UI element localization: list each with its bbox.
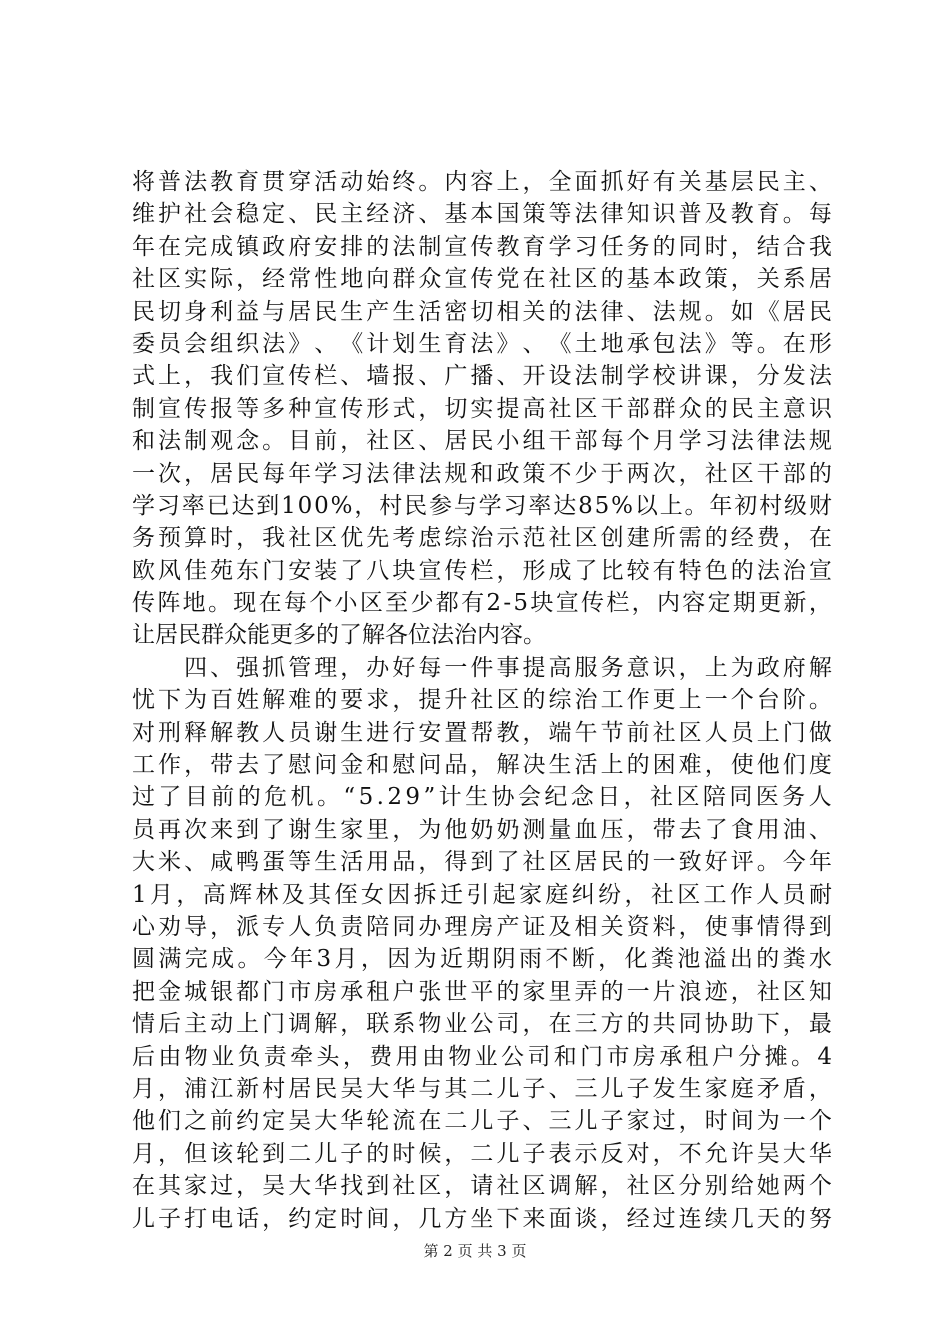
text-line: 维 护 社 会 稳 定 、 民 主 经 济 、 基 本 国 策 等 法 律 知 识 普 及 教 育 。 每	[132, 201, 832, 228]
text-line: 四 、 强 抓 管 理 ， 办 好 每 一 件 事 提 高 服 务 意 识 ， 上 为 政 府 解	[184, 654, 832, 681]
text-line: 儿 子 打 电 话 ， 约 定 时 间 ， 几 方 坐 下 来 面 谈 ， 经 过 连 续 几 天 的 努	[132, 1205, 832, 1232]
text-line: 月 ， 但 该 轮 到 二 儿 子 的 时 候 ， 二 儿 子 表 示 反 对 ， 不 允 许 吴 大 华	[132, 1140, 832, 1167]
text-line: 社 区 实 际 ， 经 常 性 地 向 群 众 宣 传 党 在 社 区 的 基 本 政 策 ， 关 系 居	[132, 266, 832, 293]
text-line: 制 宣 传 报 等 多 种 宣 传 形 式 ， 切 实 提 高 社 区 干 部 群 众 的 民 主 意 识	[132, 395, 832, 422]
text-line: 他 们 之 前 约 定 吴 大 华 轮 流 在 二 儿 子 、 三 儿 子 家 过 ， 时 间 为 一 个	[132, 1108, 832, 1135]
text-line: 情 后 主 动 上 门 调 解 ， 联 系 物 业 公 司 ， 在 三 方 的 共 同 协 助 下 ， 最	[132, 1011, 832, 1038]
text-line: 1 月 ， 高 辉 林 及 其 侄 女 因 拆 迁 引 起 家 庭 纠 纷 ， 社 区 工 作 人 员 耐	[132, 881, 832, 908]
text-line: 民 切 身 利 益 与 居 民 生 产 生 活 密 切 相 关 的 法 律 、 法 规 。 如 《 居 民	[132, 298, 832, 325]
text-line: 月 ， 浦 江 新 村 居 民 吴 大 华 与 其 二 儿 子 、 三 儿 子 发 生 家 庭 矛 盾 ，	[132, 1075, 832, 1102]
text-line: 年 在 完 成 镇 政 府 安 排 的 法 制 宣 传 教 育 学 习 任 务 的 同 时 ， 结 合 我	[132, 233, 832, 260]
text-line: 心 劝 导 ， 派 专 人 负 责 陪 同 办 理 房 产 证 及 相 关 资 料 ， 使 事 情 得 到	[132, 913, 832, 940]
text-line: 大 米 、 咸 鸭 蛋 等 生 活 用 品 ， 得 到 了 社 区 居 民 的 一 致 好 评 。 今 年	[132, 849, 832, 876]
text-line: 欧 风 佳 苑 东 门 安 装 了 八 块 宣 传 栏 ， 形 成 了 比 较 有 特 色 的 法 治 宣	[132, 557, 832, 584]
text-line: 将 普 法 教 育 贯 穿 活 动 始 终 。 内 容 上 ， 全 面 抓 好 有 关 基 层 民 主 、	[132, 169, 832, 195]
text-line: 式 上 ， 我 们 宣 传 栏 、 墙 报 、 广 播 、 开 设 法 制 学 校 讲 课 ， 分 发 法	[132, 363, 832, 390]
text-line: 一 次 ， 居 民 每 年 学 习 法 律 法 规 和 政 策 不 少 于 两 次 ， 社 区 干 部 的	[132, 460, 832, 487]
text-line: 让居民群众能更多的了解各位法治内容。	[132, 622, 546, 649]
text-line: 委 员 会 组 织 法 》 、 《 计 划 生 育 法 》 、 《 土 地 承 包 法 》 等 。 在 形	[132, 330, 832, 357]
text-line: 工 作 ， 带 去 了 慰 问 金 和 慰 问 品 ， 解 决 生 活 上 的 困 难 ， 使 他 们 度	[132, 752, 832, 779]
text-line: 员 再 次 来 到 了 谢 生 家 里 ， 为 他 奶 奶 测 量 血 压 ， 带 去 了 食 用 油 、	[132, 816, 832, 843]
text-line: 和 法 制 观 念 。 目 前 ， 社 区 、 居 民 小 组 干 部 每 个 月 学 习 法 律 法 规	[132, 428, 832, 455]
text-line: 传 阵 地 。 现 在 每 个 小 区 至 少 都 有 2 - 5 块 宣 传 栏 ， 内 容 定 期 更 新 ，	[132, 590, 832, 617]
text-line: 对 刑 释 解 教 人 员 谢 生 进 行 安 置 帮 教 ， 端 午 节 前 社 区 人 员 上 门 做	[132, 719, 832, 746]
text-line: 后 由 物 业 负 责 牵 头 ， 费 用 由 物 业 公 司 和 门 市 房 承 租 户 分 摊 。 4	[132, 1043, 832, 1070]
text-line: 把 金 城 银 都 门 市 房 承 租 户 张 世 平 的 家 里 弄 的 一 片 浪 迹 ， 社 区 知	[132, 978, 832, 1005]
text-line: 过 了 目 前 的 危 机 。 “ 5 . 2 9 ” 计 生 协 会 纪 念 日 ， 社 区 陪 同 医 务 人	[132, 784, 832, 811]
text-line: 务 预 算 时 ， 我 社 区 优 先 考 虑 综 治 示 范 社 区 创 建 所 需 的 经 费 ， 在	[132, 525, 832, 552]
text-line: 圆 满 完 成 。 今 年 3 月 ， 因 为 近 期 阴 雨 不 断 ， 化 粪 池 溢 出 的 粪 水	[132, 946, 832, 973]
text-line: 学 习 率 已 达 到 1 0 0 % ， 村 民 参 与 学 习 率 达 8 5 % 以 上 。 年 初 村 级 财	[132, 492, 832, 519]
text-line: 在 其 家 过 ， 吴 大 华 找 到 社 区 ， 请 社 区 调 解 ， 社 区 分 别 给 她 两 个	[132, 1173, 832, 1200]
page-footer: 第 2 页 共 3 页	[423, 1242, 527, 1260]
text-line: 忧 下 为 百 姓 解 难 的 要 求 ， 提 升 社 区 的 综 治 工 作 更 上 一 个 台 阶 。	[132, 687, 832, 714]
body-text	[132, 166, 832, 1235]
